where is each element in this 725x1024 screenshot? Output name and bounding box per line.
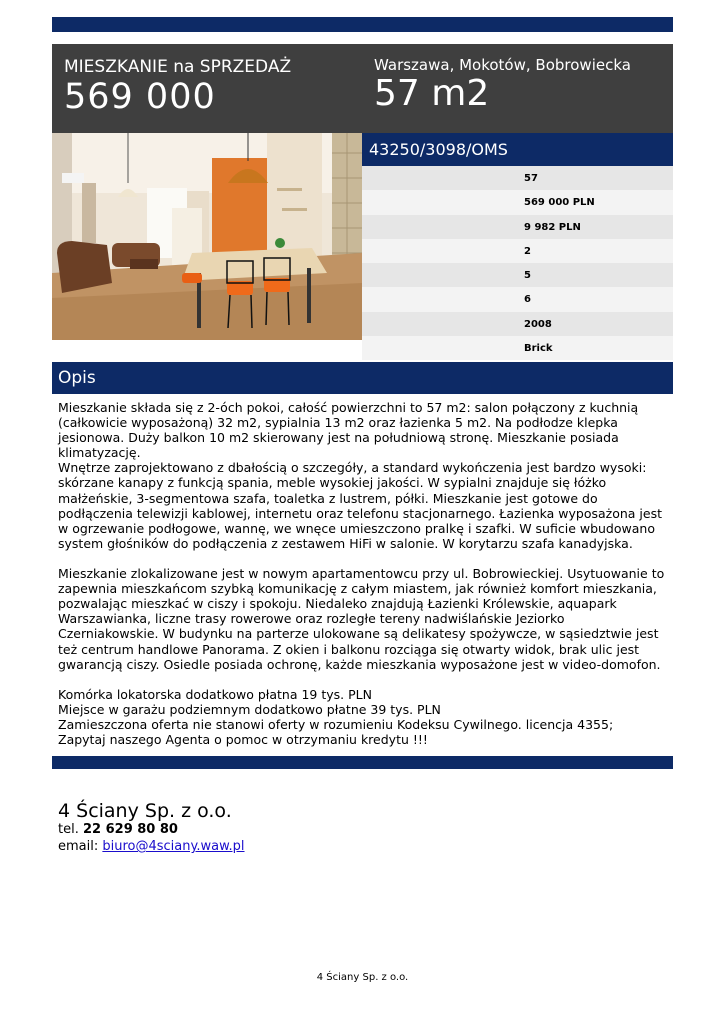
detail-row xyxy=(362,312,673,336)
details-table xyxy=(362,166,673,360)
listing-price: 569 000 xyxy=(64,77,216,117)
detail-value: 569 000 PLN xyxy=(524,197,595,209)
detail-row xyxy=(362,215,673,239)
description-paragraph: Wnętrze zaprojektowano z dbałością o szczegóły, a standard wykończenia jest bardzo wysoki: skórzane kanapy z funkcją spania, meble wysokiej jakości. W sypialni znajduje się łóżko małżeńskie, 3-segmentowa szafa, toaletka z lustrem, półki. Mieszkanie jest gotowe do podłączenia telewizji kablowej, internetu oraz telefonu stacjonarnego. Łazienka wyposażona jest w ogrzewanie podłogowe, wannę, we wnęce umieszczono pralkę i szafki. W suficie wbudowano system głośników do podłączenia z zestawem HiFi w salonie. W korytarzu szafa kanadyjska. xyxy=(58,460,662,551)
detail-value: 2008 xyxy=(524,318,552,330)
detail-row xyxy=(362,166,673,190)
detail-value: 9 982 PLN xyxy=(524,221,581,233)
description-paragraph: Mieszkanie zlokalizowane jest w nowym apartamentowcu przy ul. Bobrowieckiej. Usytuowanie to zapewnia mieszkańcom szybką komunikację z całym miastem, jak również komfort mieszkania, pozwalając mieszkać w ciszy i spokoju. Niedaleko znajdują Łazienki Królewskie, aquapark Warszawianka, liczne trasy rowerowe oraz rozległe tereny nadwiślańskie Jeziorko Czerniakowskie. W budynku na parterze ulokowane są delikatesy spożywcze, w sąsiedztwie jest też centrum handlowe Panorama. Z okien i balkonu rozciąga się otwarty widok, brak ulic jest gwarancją ciszy. Osiedle posiada ochronę, każde mieszkania wyposażone jest w video-domofon. xyxy=(58,566,665,672)
listing-id: 43250/3098/OMS xyxy=(369,140,508,159)
description-heading: Opis xyxy=(58,368,96,388)
detail-row xyxy=(362,336,673,360)
detail-value: 57 xyxy=(524,173,538,184)
description-heading-bar xyxy=(52,362,673,394)
detail-row xyxy=(362,190,673,214)
listing-type: MIESZKANIE na SPRZEDAŻ xyxy=(64,57,292,77)
email-label: email: xyxy=(58,839,99,854)
description-paragraph: Miejsce w garażu podziemnym dodatkowo płatne 39 tys. PLN xyxy=(58,701,441,717)
agency-email-line xyxy=(58,839,245,854)
description-paragraph: Mieszkanie składa się z 2-óch pokoi, całość powierzchni to 57 m2: salon połączony z kuchnią (całkowicie wyposażoną) 32 m2, sypialnia 13 m2 oraz łazienka 5 m2. Na podłodze klepka jesionowa. Duży balkon 10 m2 skierowany jest na południową stronę. Mieszkanie posiada klimatyzację. xyxy=(58,400,639,461)
agency-phone-line xyxy=(58,822,178,837)
description-paragraph: Zapytaj naszego Agenta o pomoc w otrzymaniu kredytu !!! xyxy=(58,732,428,748)
phone-label: tel. xyxy=(58,822,79,837)
listing-id-bar xyxy=(362,133,673,166)
description-paragraph: Zamieszczona oferta nie stanowi oferty w rozumieniu Kodeksu Cywilnego. licencja 4355; xyxy=(58,716,614,732)
detail-row xyxy=(362,263,673,287)
detail-row xyxy=(362,239,673,263)
description-paragraph: Komórka lokatorska dodatkowo płatna 19 tys. PLN xyxy=(58,686,372,702)
detail-value: Brick xyxy=(524,342,553,354)
detail-value: 6 xyxy=(524,294,531,306)
description-text xyxy=(58,400,668,747)
listing-location: Warszawa, Mokotów, Bobrowiecka xyxy=(374,56,631,74)
phone-number: 22 629 80 80 xyxy=(82,822,178,837)
top-bar xyxy=(52,17,673,32)
apartment-photo xyxy=(52,133,362,340)
detail-value: 5 xyxy=(524,270,531,281)
agency-name: 4 Ściany Sp. z o.o. xyxy=(58,800,232,822)
bottom-bar xyxy=(52,756,673,769)
email-link[interactable]: biuro@4sciany.waw.pl xyxy=(102,839,245,854)
detail-row xyxy=(362,287,673,311)
listing-header xyxy=(52,44,673,133)
listing-area: 57 m2 xyxy=(374,73,490,114)
detail-value: 2 xyxy=(524,245,531,257)
page-footer: 4 Ściany Sp. z o.o. xyxy=(316,972,409,983)
